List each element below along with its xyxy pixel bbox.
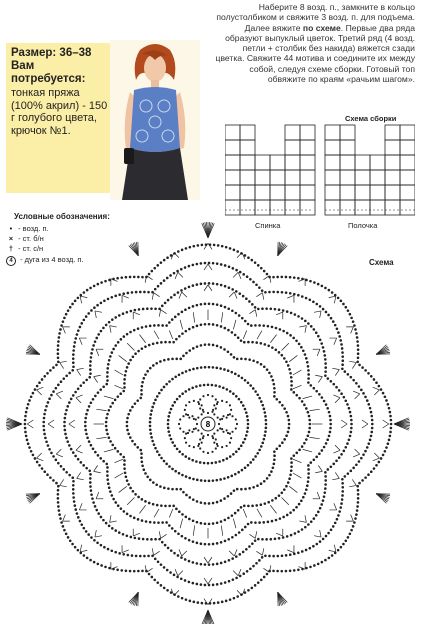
model-photo <box>110 40 200 200</box>
assembly-title: Схема сборки <box>345 114 397 123</box>
double-crochet-icon: † <box>8 244 14 253</box>
legend-title: Условные обозначения: <box>14 212 110 221</box>
legend-sc-text: - ст. б/н <box>18 234 44 243</box>
instructions-part-2: . Первые два ряда образуют выпуклый цветок. Третий ряд (4 возд. петли + столбик без накида) вяжется сзади цветка. Свяжите 44 мотива и соедините их между собой, следуя схеме сборки. Готовый топ обвяжите по краям «рачьим шагом». <box>215 22 415 85</box>
chain-arc-icon: 4 <box>6 256 16 266</box>
materials-heading: Вам потребуется: <box>11 60 86 85</box>
instructions-text <box>215 2 415 84</box>
center-ring-label: 8 <box>205 420 211 429</box>
info-box <box>6 43 116 193</box>
instructions-part-1: Наберите 8 возд. п., замкните в кольцо полустолбиком и свяжите 3 возд. п. для подъема. Далее вяжите <box>216 2 415 33</box>
legend-arc-text: - дуга из 4 возд. п. <box>20 255 84 264</box>
legend-chain-text: - возд. п. <box>18 224 49 233</box>
single-crochet-icon: × <box>8 234 14 243</box>
materials-text: тонкая пряжа (100% акрил) - 150 г голубого цвета, крючок №1. <box>11 87 108 137</box>
diagram-title: Схема <box>369 258 394 267</box>
chain-stitch-icon: • <box>9 224 13 233</box>
assembly-label-front: Полочка <box>348 221 378 230</box>
size-label: Размер: 36–38 <box>11 47 92 59</box>
crochet-diagram <box>0 218 421 624</box>
assembly-grid <box>225 115 415 225</box>
instructions-bold: по схеме <box>302 22 341 33</box>
assembly-label-back: Спинка <box>255 221 281 230</box>
legend-dc-text: - ст. с/н <box>18 244 44 253</box>
